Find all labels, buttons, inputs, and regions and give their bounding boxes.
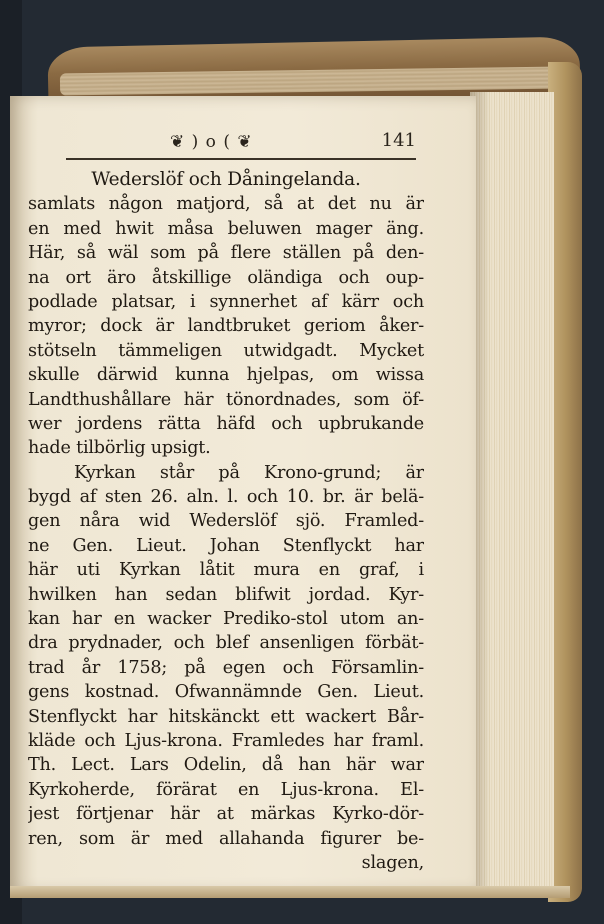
text-line: jest förtjenar här at märkas Kyrko-dör- (28, 804, 424, 825)
text-line: Kyrkan står på Krono-grund; är (74, 462, 424, 483)
text-line: myror; dock är landtbruket geriom åker- (28, 316, 424, 337)
text-line: ne Gen. Lieut. Johan Stenflyckt har (28, 535, 424, 556)
running-title: Wederslöf och Dåningelanda. (91, 169, 361, 190)
text-line: bygd af sten 26. aln. l. och 10. br. är belä- (28, 487, 424, 508)
text-line: gen nåra wid Wederslöf sjö. Framled- (28, 511, 424, 532)
text-line: kläde och Ljus-krona. Framledes har framl. (28, 730, 424, 751)
text-line: na ort äro åtskillige oländiga och oup- (28, 267, 424, 288)
page-header (70, 128, 416, 154)
text-line: Landthushållare här tönordnades, som öf- (28, 389, 424, 410)
text-line: samlats någon matjord, så at det nu är (28, 194, 424, 215)
page-number: 141 (381, 130, 416, 151)
text-line: podlade platsar, i synnerhet af kärr och (28, 291, 424, 312)
text-line: Stenflyckt har hitskänckt ett wackert Bår- (28, 706, 424, 727)
header-ornament: ❦ ) o ( ❦ (170, 132, 253, 152)
text-line: ren, som är med allahanda figurer be- (28, 828, 424, 849)
text-line: wer jordens rätta häfd och upbrukande (28, 413, 424, 434)
text-line: hade tilbörlig upsigt. (28, 438, 211, 459)
text-line: Th. Lect. Lars Odelin, då han här war (28, 755, 424, 776)
text-line: här uti Kyrkan låtit mura en graf, i (28, 560, 424, 581)
text-line: hwilken han sedan blifwit jordad. Kyr- (28, 584, 424, 605)
book-bottom-edge (10, 886, 570, 898)
text-line: gens kostnad. Ofwannämnde Gen. Lieut. (28, 682, 424, 703)
text-line: kan har en wacker Prediko-stol utom an- (28, 609, 424, 630)
text-line: slagen, (361, 852, 424, 873)
text-line: stötseln tämmeligen utwidgadt. Mycket (28, 340, 424, 361)
text-line: skulle därwid kunna hjelpas, om wissa (28, 365, 424, 386)
header-rule (66, 158, 416, 160)
text-line: Här, så wäl som på flere ställen på den- (28, 243, 424, 264)
text-line: trad år 1758; på egen och Församlin- (28, 657, 424, 678)
text-line: en med hwit måsa beluwen mager äng. (28, 218, 424, 239)
text-line: dra prydnader, och blef ansenligen förbät- (28, 633, 424, 654)
text-line: Kyrkoherde, förärat en Ljus-krona. El- (28, 779, 424, 800)
page-text (28, 168, 424, 875)
